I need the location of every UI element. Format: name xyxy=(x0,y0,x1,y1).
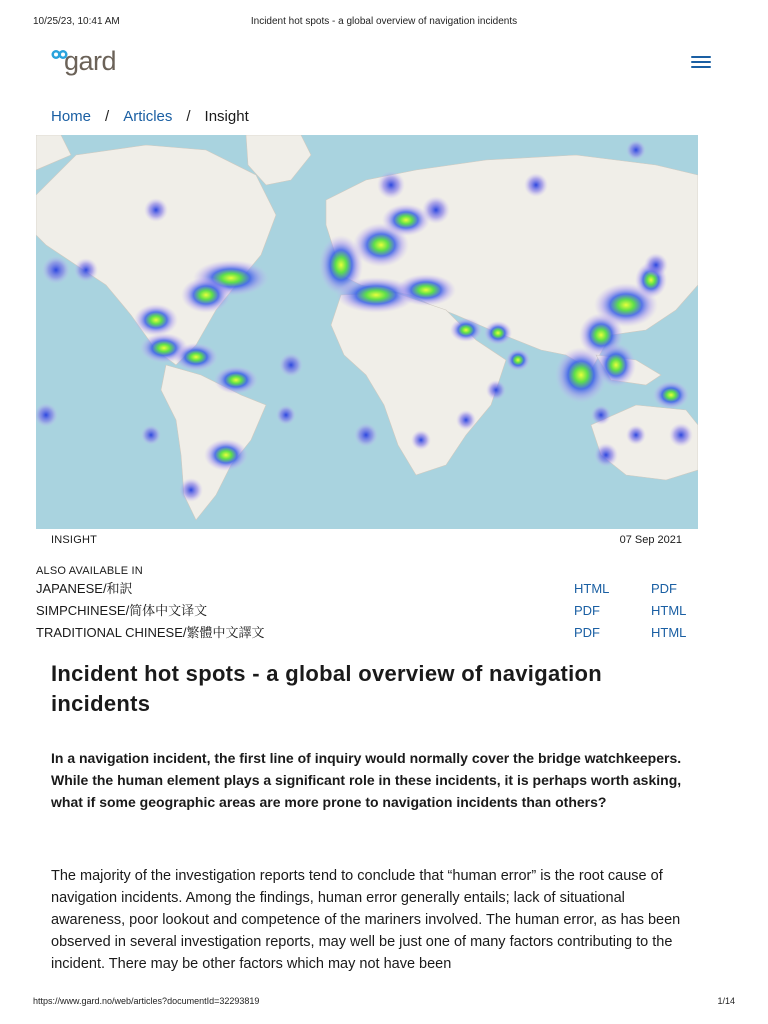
world-map-icon xyxy=(36,135,698,529)
gard-logo[interactable] xyxy=(50,46,120,80)
breadcrumb xyxy=(51,108,249,125)
breadcrumb-home[interactable]: Home xyxy=(51,108,92,125)
article-lead: In a navigation incident, the first line of inquiry would normally cover the bridge watchkeepers. While the human element plays a significant role in these incidents, it is perhaps worth asking, what if some geographic areas are more prone to navigation incidents than others? xyxy=(51,750,682,810)
article-title: Incident hot spots - a global overview of navigation incidents xyxy=(51,661,602,716)
language-name: SIMPCHINESE/简体中文译文 xyxy=(36,603,208,618)
breadcrumb-separator: / xyxy=(105,108,110,125)
breadcrumb-separator: / xyxy=(186,108,191,125)
simpchinese-pdf-link[interactable]: PDF xyxy=(574,603,600,618)
language-row-simpchinese xyxy=(36,602,716,624)
traditional-chinese-pdf-link[interactable]: PDF xyxy=(574,625,600,640)
also-available-label: ALSO AVAILABLE IN xyxy=(36,565,143,577)
print-page-number: 1/14 xyxy=(717,996,735,1006)
language-name: TRADITIONAL CHINESE/繁體中文譯文 xyxy=(36,625,265,640)
publish-date: 07 Sep 2021 xyxy=(619,534,682,546)
print-doc-title: Incident hot spots - a global overview of navigation incidents xyxy=(250,16,518,27)
logo-wordmark: gard xyxy=(64,46,117,76)
japanese-pdf-link[interactable]: PDF xyxy=(651,581,677,596)
print-datetime: 10/25/23, 10:41 AM xyxy=(33,16,120,27)
language-list xyxy=(36,580,716,646)
language-name: JAPANESE/和訳 xyxy=(36,581,133,596)
breadcrumb-articles[interactable]: Articles xyxy=(123,108,173,125)
breadcrumb-current: Insight xyxy=(204,108,249,125)
simpchinese-html-link[interactable]: HTML xyxy=(651,603,687,618)
category-tag: INSIGHT xyxy=(51,534,98,546)
hamburger-menu-icon[interactable] xyxy=(691,56,711,70)
article-body: The majority of the investigation reports tend to conclude that “human error” is the root cause of navigation incidents. Among the findings, human error generally entails; lack of situational awareness, poor lookout and competence of the mariners involved. The human error, as has been observed in several investigation reports, may well be just one of many factors contributing to the incident. There may be other factors which may not have been xyxy=(51,868,681,972)
language-row-traditional-chinese xyxy=(36,624,716,646)
language-row-japanese xyxy=(36,580,716,602)
traditional-chinese-html-link[interactable]: HTML xyxy=(651,625,687,640)
japanese-html-link[interactable]: HTML xyxy=(574,581,610,596)
print-url: https://www.gard.no/web/articles?documentId=32293819 xyxy=(33,996,260,1006)
heatmap-world-map xyxy=(36,135,698,529)
print-header xyxy=(33,16,735,30)
